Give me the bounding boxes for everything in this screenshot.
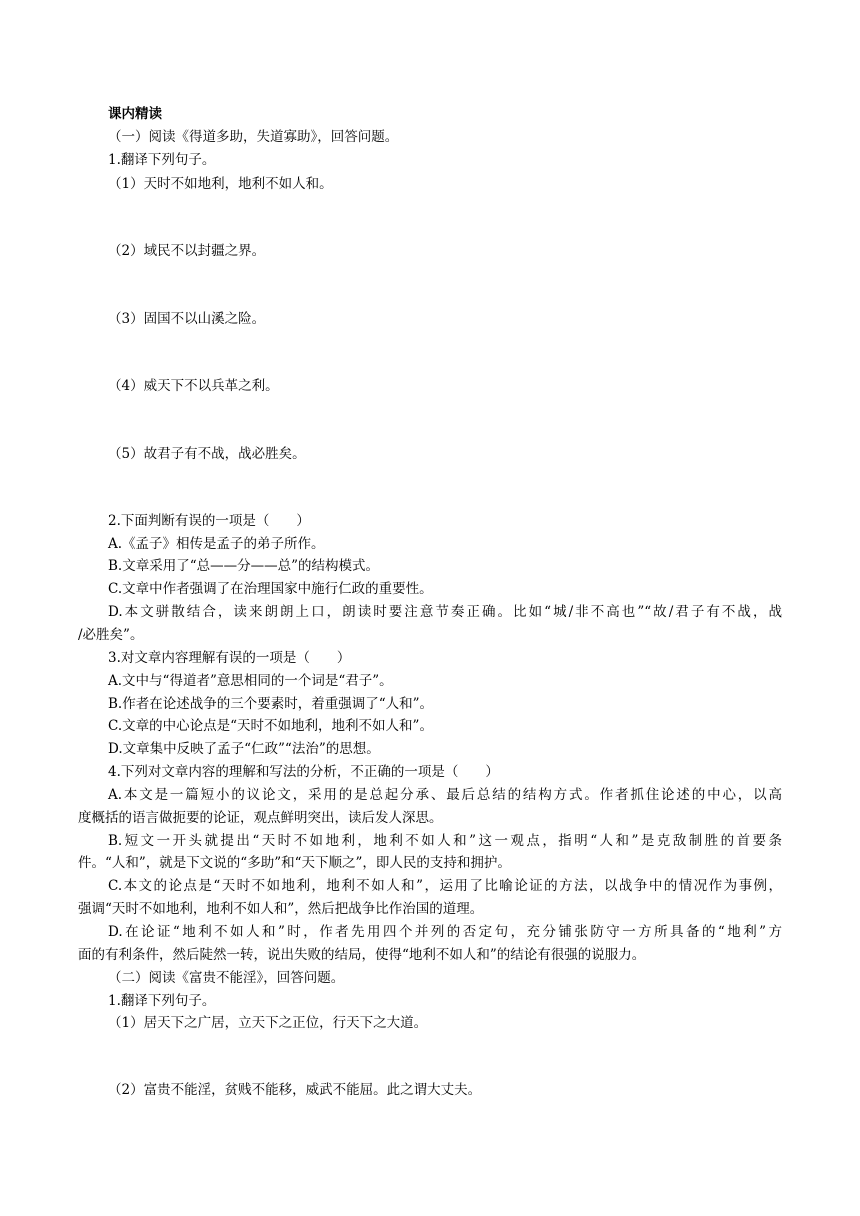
part1-q4-option-b: 件。“人和”，就是下文说的“多助”和“天下顺之”，即人民的支持和拥护。: [78, 855, 511, 871]
part1-q1-item: （3）固国不以山溪之险。: [108, 311, 266, 327]
part1-q2-option: /必胜矣”。: [78, 627, 144, 643]
part1-heading: （一）阅读《得道多助，失道寡助》，回答问题。: [108, 129, 399, 145]
part1-q4-option-d: 面的有利条件，然后陡然一转，说出失败的结局，使得“地利不如人和”的结论有很强的说服力。: [78, 947, 646, 963]
part1-q4-option-c: C.本文的论点是“天时不如地利，地利不如人和”，运用了比喻论证的方法，以战争中的情况作为事例，: [108, 878, 782, 894]
part1-q1-stem: 1.翻译下列句子。: [108, 152, 216, 168]
part1-q3-option: C.文章的中心论点是“天时不如地利，地利不如人和”。: [108, 718, 433, 734]
section-title: 课内精读: [108, 106, 162, 122]
part1-q4-option-a: A.本文是一篇短小的议论文，采用的是总起分承、最后总结的结构方式。作者抓住论述的中心，以高: [108, 787, 782, 803]
part2-q1-item: （1）居天下之广居，立天下之正位，行天下之大道。: [108, 1015, 428, 1031]
part1-q2-option: B.文章采用了“总——分——总”的结构模式。: [108, 558, 380, 574]
part1-q3-option: D.文章集中反映了孟子“仁政”“法治”的思想。: [108, 741, 380, 757]
part1-q3-stem: 3.对文章内容理解有误的一项是（ ）: [108, 650, 351, 666]
part1-q3-option: A.文中与“得道者”意思相同的一个词是“君子”。: [108, 673, 393, 689]
part2-heading: （二）阅读《富贵不能淫》，回答问题。: [108, 970, 345, 986]
part2-q1-stem: 1.翻译下列句子。: [108, 993, 216, 1009]
part1-q4-option-a: 度概括的语言做扼要的论证，观点鲜明突出，读后发人深思。: [78, 810, 443, 826]
part1-q2-option: D.本文骈散结合，读来朗朗上口，朗读时要注意节奏正确。比如“城/非不高也”“故/君子有不战，战: [108, 604, 782, 620]
part1-q1-item: （5）故君子有不战，战必胜矣。: [108, 446, 306, 462]
part1-q1-item: （2）域民不以封疆之界。: [108, 243, 266, 259]
part1-q2-option: A.《孟子》相传是孟子的弟子所作。: [108, 536, 325, 552]
part2-q1-item: （2）富贵不能淫，贫贱不能移，威武不能屈。此之谓大丈夫。: [108, 1082, 482, 1098]
part1-q3-option: B.作者在论述战争的三个要素时，着重强调了“人和”。: [108, 696, 434, 712]
part1-q4-stem: 4.下列对文章内容的理解和写法的分析，不正确的一项是（ ）: [108, 764, 499, 780]
part1-q4-option-b: B.短文一开头就提出“天时不如地利，地利不如人和”这一观点，指明“人和”是克敌制胜的首要条: [108, 833, 782, 849]
part1-q2-option: C.文章中作者强调了在治理国家中施行仁政的重要性。: [108, 581, 433, 597]
part1-q2-stem: 2.下面判断有误的一项是（ ）: [108, 513, 310, 529]
part1-q1-item: （1）天时不如地利，地利不如人和。: [108, 176, 333, 192]
part1-q4-option-d: D.在论证“地利不如人和”时，作者先用四个并列的否定句，充分铺张防守一方所具备的“地利”方: [108, 924, 782, 940]
part1-q1-item: （4）威天下不以兵革之利。: [108, 378, 279, 394]
part1-q4-option-c: 强调“天时不如地利，地利不如人和”，然后把战争比作治国的道理。: [78, 901, 484, 917]
